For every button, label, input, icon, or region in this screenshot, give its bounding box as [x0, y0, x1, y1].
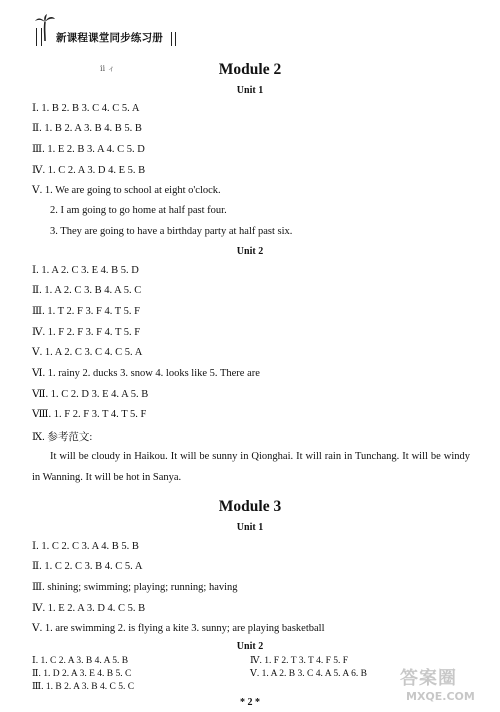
watermark	[400, 664, 496, 710]
unit-title: Unit 1	[236, 522, 264, 533]
page-header	[34, 14, 174, 44]
unit-title: Unit 1	[236, 85, 264, 96]
answer-line: Ⅵ. 1. rainy 2. ducks 3. snow 4. looks like 5. There are	[32, 368, 260, 379]
answer-line: Ⅴ. 1. A 2. B 3. C 4. A 5. A 6. B	[250, 669, 367, 679]
answer-line: 3. They are going to have a birthday party at half past six.	[50, 226, 293, 237]
module-title: Module 3	[218, 498, 282, 515]
corner-mark: ⅱ ィ	[100, 64, 116, 73]
header-bar-right	[171, 32, 176, 46]
answer-line: Ⅰ. 1. A 2. C 3. E 4. B 5. D	[32, 265, 139, 276]
module-title: Module 2	[218, 61, 282, 78]
answer-line: Ⅳ. 1. F 2. T 3. T 4. F 5. F	[250, 656, 349, 666]
page-number: * 2 *	[240, 697, 260, 708]
answer-line: Ⅸ. 参考范文:	[32, 432, 93, 443]
answer-line: Ⅳ. 1. E 2. A 3. D 4. C 5. B	[32, 603, 146, 614]
answer-line: Ⅴ. 1. are swimming 2. is flying a kite 3. sunny; are playing basketball	[32, 623, 325, 634]
answer-line: Ⅱ. 1. D 2. A 3. E 4. B 5. C	[32, 669, 132, 679]
header-title: 新课程课堂同步练习册	[56, 32, 163, 44]
unit-title: Unit 2	[236, 641, 264, 652]
answer-line: Ⅰ. 1. C 2. A 3. B 4. A 5. B	[32, 656, 129, 666]
header-bar-left	[36, 28, 42, 46]
answer-line: Ⅱ. 1. C 2. C 3. B 4. C 5. A	[32, 561, 143, 572]
answer-line: Ⅲ. 1. B 2. A 3. B 4. C 5. C	[32, 682, 135, 692]
answer-line: Ⅱ. 1. B 2. A 3. B 4. B 5. B	[32, 123, 142, 134]
answer-line: Ⅷ. 1. F 2. F 3. T 4. T 5. F	[32, 409, 147, 420]
answer-line: Ⅳ. 1. C 2. A 3. D 4. E 5. B	[32, 165, 146, 176]
answer-line: Ⅰ. 1. B 2. B 3. C 4. C 5. A	[32, 103, 140, 114]
watermark-text: 答案圈	[400, 668, 457, 689]
unit-title: Unit 2	[236, 246, 264, 257]
answer-line: Ⅲ. shining; swimming; playing; running; having	[32, 582, 238, 593]
answer-line: Ⅳ. 1. F 2. F 3. F 4. T 5. F	[32, 327, 141, 338]
answer-line: Ⅲ. 1. T 2. F 3. F 4. T 5. F	[32, 306, 140, 317]
sample-essay: It will be cloudy in Haikou. It will be sunny in Qionghai. It will rain in Tunchang. It will be windy in Wanning. It will be hot in Sanya.	[32, 451, 470, 483]
answer-line: Ⅱ. 1. A 2. C 3. B 4. A 5. C	[32, 285, 142, 296]
answer-line: Ⅰ. 1. C 2. C 3. A 4. B 5. B	[32, 541, 139, 552]
watermark-url: MXQE.COM	[406, 690, 475, 703]
answer-line: 2. I am going to go home at half past four.	[50, 205, 227, 216]
answer-line: Ⅴ. 1. We are going to school at eight o'clock.	[32, 185, 221, 196]
answer-line: Ⅲ. 1. E 2. B 3. A 4. C 5. D	[32, 144, 145, 155]
answer-line: Ⅴ. 1. A 2. C 3. C 4. C 5. A	[32, 347, 143, 358]
answer-line: Ⅶ. 1. C 2. D 3. E 4. A 5. B	[32, 389, 149, 400]
